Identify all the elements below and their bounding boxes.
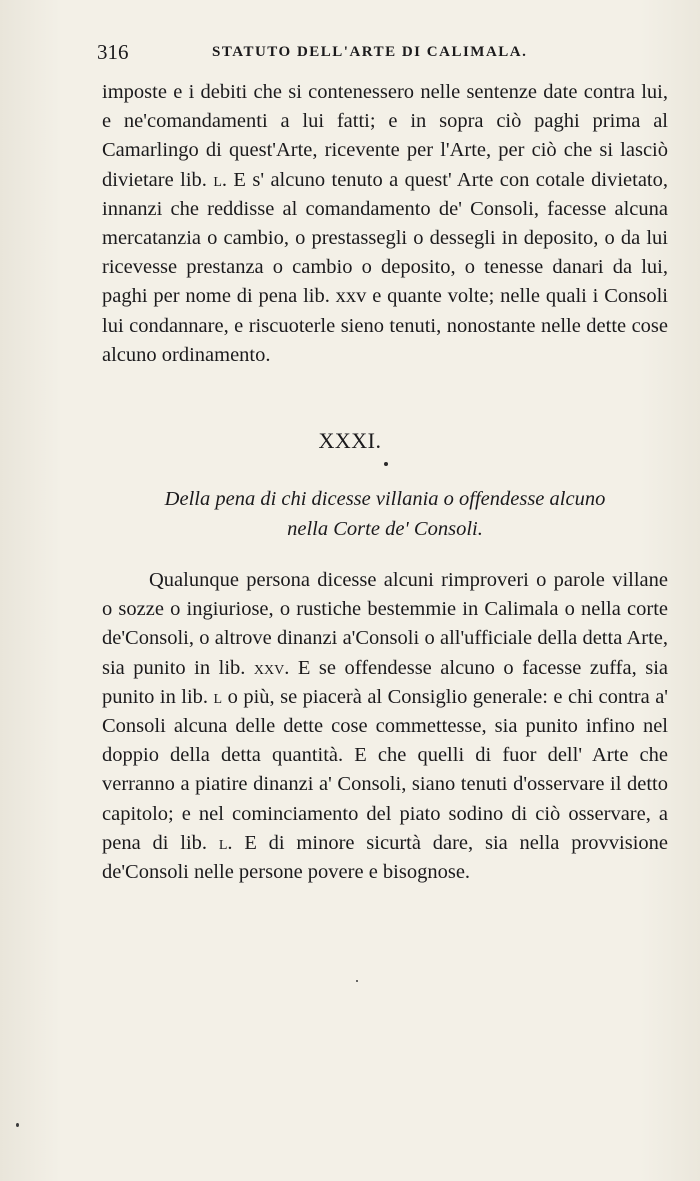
text-run: . E di minore sicurtà dare, sia nella provvisione de'Consoli nelle persone povere e bisognose. <box>102 831 668 884</box>
text-run: imposte e i debiti che si contenessero nelle sentenze date contra lui, e ne'comandamenti a lui fatti; e in sopra ciò paghi prima al Camarlingo di quest'Arte, ricevente per l'Arte, per ciò che si lasciò divietare lib. <box>102 81 668 191</box>
paper-speck <box>356 980 358 982</box>
running-head: STATUTO DELL'ARTE DI CALIMALA. <box>212 44 528 60</box>
text-run: . E se offendesse alcuno o facesse zuffa, sia punito in lib. <box>102 656 668 708</box>
chapter-title-line: nella Corte de' Consoli. <box>287 518 483 540</box>
page-number: 316 <box>97 40 129 64</box>
chapter-title <box>120 484 650 544</box>
paragraph-text <box>102 78 668 370</box>
text-run: o più, se piacerà al Consiglio generale: e chi contra a' Consoli alcuna delle dette cose commettesse, sia punito infino nel doppio della detta quantità. E che quelli di fuor dell' Arte che verranno a piatire dinanzi a' Consoli, siano tenuti d'osservare il detto capitolo; e nel cominciamento del piato sodino di ciò osservare, a pena di lib. <box>102 685 668 854</box>
roman-numeral: l <box>218 831 228 854</box>
paper-speck <box>16 1123 19 1127</box>
paragraph-continuation <box>102 78 668 370</box>
roman-numeral: l <box>213 685 223 708</box>
chapter-number: XXXI. <box>318 428 382 453</box>
roman-numeral: l <box>213 168 222 191</box>
paragraph-text <box>102 566 668 887</box>
text-run: Qualunque persona dicesse alcuni rimproveri o parole villane o sozze o ingiuriose, o rustiche bestemmie in Calimala o nella corte de'Consoli, o altrove dinanzi a'Consoli o all'ufficiale della detta Arte, sia punito in lib. <box>102 569 668 679</box>
chapter-paragraph <box>102 566 668 887</box>
roman-numeral: xxv <box>253 656 285 679</box>
page-header <box>97 40 671 68</box>
ornament-dot <box>384 462 388 466</box>
text-run: . E s' alcuno tenuto a quest' Arte con cotale divietato, innanzi che reddisse al comandamento de' Consoli, facesse alcuna mercatanzia o cambio, o prestassegli o dessegli in deposito, o da lui ricevesse prestanza o cambio o deposito, o tenesse danari da lui, paghi per nome di pena lib. xxv e quante volte; nelle quali i Consoli lui condannare, e riscuoterle sieno tenuti, nonostante nelle dette cose alcuno ordinamento. <box>102 168 668 366</box>
chapter-title-line: Della pena di chi dicesse villania o offendesse alcuno <box>164 488 606 510</box>
